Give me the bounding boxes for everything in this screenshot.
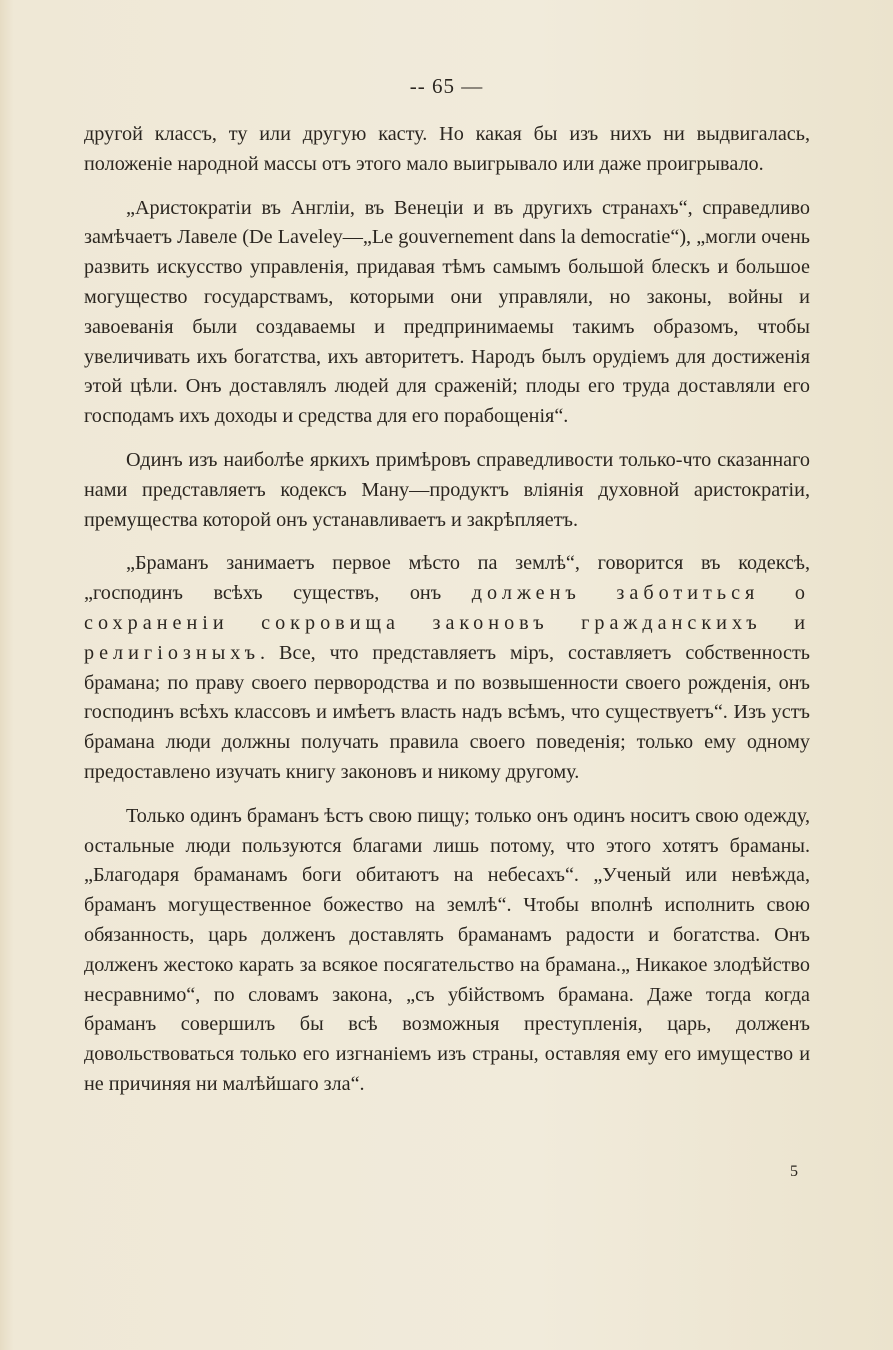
paragraph-2: „Аристократіи въ Англіи, въ Венеціи и въ другихъ странахъ“, справедливо замѣчаетъ Лавеле (De Laveley—„Le gouvernement dans la democratie“), „могли очень развить искусство управленія, придавая тѣмъ самымъ большой блескъ и большое могущество государствамъ, которыми они управляли, но законы, войны и завоеванія были создаваемы и предпринимаемы такимъ образомъ, чтобы увеличивать ихъ богатства, ихъ авторитетъ. Народъ былъ орудіемъ для достиженія этой цѣли. Онъ доставлялъ людей для сраженій; плоды его труда доставляли его господамъ ихъ доходы и средства для его порабощенія“. (84, 196, 810, 428)
paragraph-5: Только одинъ браманъ ѣстъ свою пищу; только онъ одинъ ноcитъ свою одежду, остальные люди пользуются благами лишь потому, что этого хотятъ браманы. „Благодаря браманамъ боги обитаютъ на небесахъ“. „Ученый или невѣжда, браманъ могущественное божество на землѣ“. Чтобы вполнѣ исполнить свою обязанность, царь долженъ доставлять браманамъ радости и богатства. Онъ долженъ жестоко карать за всякое посягательство на брамана.„ Никакое злодѣйство несравнимо“, по словамъ закона, „съ убійствомъ брамана. Даже тогда когда браманъ совершилъ бы всѣ возможныя преступленія, царь, долженъ довольствоваться только его изгнаніемъ изъ страны, оставляя ему его имущество и не причиняя ни малѣйшаго зла“. (84, 804, 810, 1095)
page-number: -- 65 — (409, 74, 484, 98)
paragraph-4-text-after: . Все, что представляетъ міръ, составляетъ собственность брамана; по праву своего первородства и по возвышенности своего рожденія, онъ господинъ всѣхъ классовъ и имѣетъ власть надъ всѣмъ, что существуетъ“. Изъ устъ брамана люди должны получать правила своего поведенія; только ему одному предоставлено изучать книгу законовъ и никому другому. (84, 641, 810, 783)
signature-mark: 5 (790, 1163, 798, 1180)
paragraph-3: Одинъ изъ наиболѣе яркихъ примѣровъ справедливости только-что сказаннаго нами представляетъ кодексъ Ману—продуктъ вліянія духовной аристократіи, премущества которой онъ устанавливаетъ и закрѣпляетъ. (84, 448, 810, 531)
paragraph-4-text-before: „Браманъ занимаетъ первое мѣсто па землѣ“, говорится въ кодексѣ, „господинъ всѣхъ существъ, онъ (84, 552, 810, 605)
paragraph-4-spaced-emphasis: долженъ заботиться о сохраненіи сокровища законовъ гражданскихъ и религіозныхъ (84, 582, 811, 664)
paragraph-1: другой классъ, ту или другую касту. Но какая бы изъ нихъ ни выдвигалась, положеніе народной массы отъ этого мало выигрывало или даже проигрывало. (84, 123, 810, 175)
paragraph-4 (84, 549, 810, 787)
body-text (84, 120, 810, 1114)
